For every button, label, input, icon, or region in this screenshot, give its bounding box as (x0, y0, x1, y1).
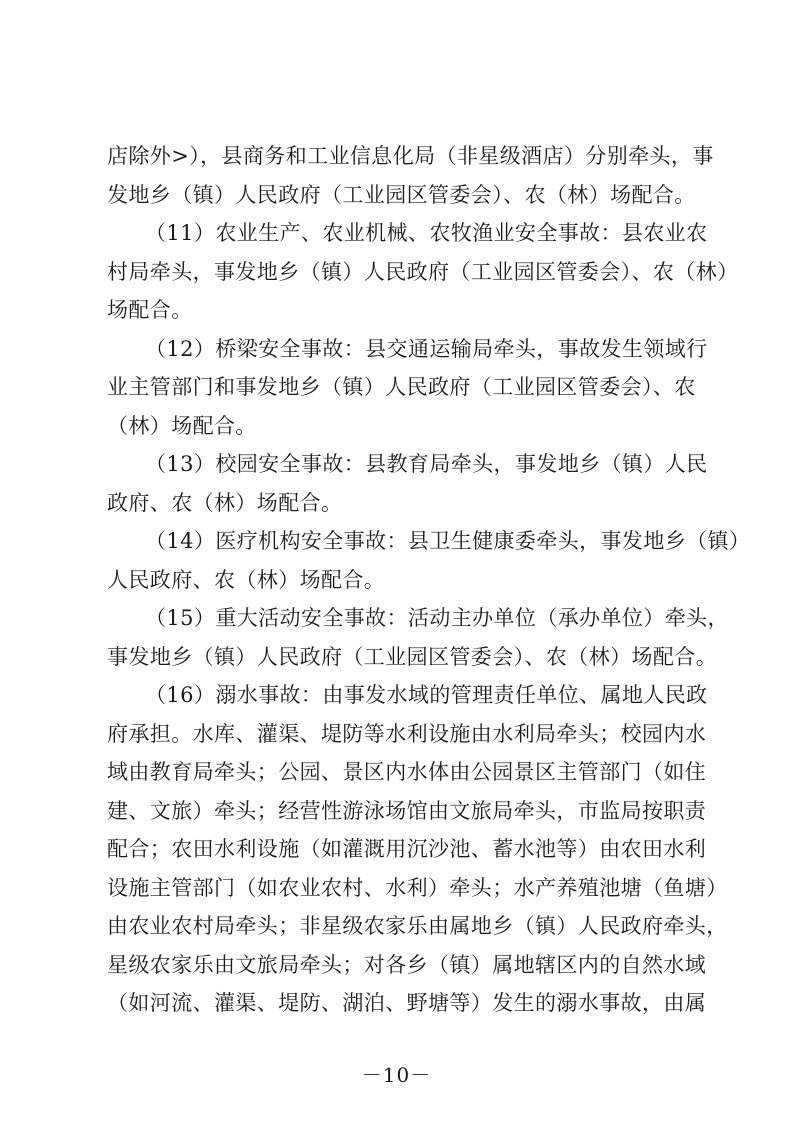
text-line: 业主管部门和事发地乡（镇）人民政府（工业园区管委会）、农 (107, 375, 696, 399)
text-line: 星级农家乐由文旅局牵头；对各乡（镇）属地辖区内的自然水域 (107, 952, 707, 977)
text-line: 场配合。 (107, 298, 193, 322)
body-text (107, 137, 751, 1023)
text-line: 发地乡（镇）人民政府（工业园区管委会）、农（林）场配合。 (107, 182, 696, 207)
text-line: （14）医疗机构安全事故：县卫生健康委牵头，事发地乡（镇） (145, 529, 751, 553)
text-line: （13）校园安全事故：县教育局牵头，事发地乡（镇）人民 (145, 452, 708, 476)
text-line: 事发地乡（镇）人民政府（工业园区管委会）、农（林）场配合。 (107, 644, 718, 669)
text-line: 配合；农田水利设施（如灌溉用沉沙池、蓄水池等）由农田水利 (107, 837, 707, 861)
text-line: 店除外>），县商务和工业信息化局（非星级酒店）分别牵头，事 (107, 144, 714, 168)
text-line: （如河流、灌渠、堤防、湖泊、野塘等）发生的溺水事故，由属 (107, 991, 707, 1015)
text-line: 域由教育局牵头；公园、景区内水体由公园景区主管部门（如住 (107, 760, 707, 784)
text-line: （16）溺水事故：由事发水域的管理责任单位、属地人民政 (145, 683, 708, 707)
text-line: （12）桥梁安全事故：县交通运输局牵头，事故发生领域行 (145, 336, 708, 361)
page-number: －10－ (361, 1063, 432, 1087)
text-line: 人民政府、农（林）场配合。 (107, 567, 386, 592)
text-line: （15）重大活动安全事故：活动主办单位（承办单位）牵头， (145, 606, 729, 630)
text-line: 建、文旅）牵头；经营性游泳场馆由文旅局牵头，市监局按职责 (107, 798, 707, 823)
text-line: 府承担。水库、灌渠、堤防等水利设施由水利局牵头；校园内水 (107, 721, 707, 746)
text-line: 由农业农村局牵头；非星级农家乐由属地乡（镇）人民政府牵头， (107, 914, 728, 938)
text-line: 村局牵头，事发地乡（镇）人民政府（工业园区管委会）、农（林） (107, 259, 739, 284)
text-line: （11）农业生产、农业机械、农牧渔业安全事故：县农业农 (145, 221, 708, 245)
text-line: （林）场配合。 (107, 413, 257, 438)
text-line: 政府、农（林）场配合。 (107, 490, 343, 515)
text-line: 设施主管部门（如农业农村、水利）牵头；水产养殖池塘（鱼塘） (107, 875, 728, 900)
